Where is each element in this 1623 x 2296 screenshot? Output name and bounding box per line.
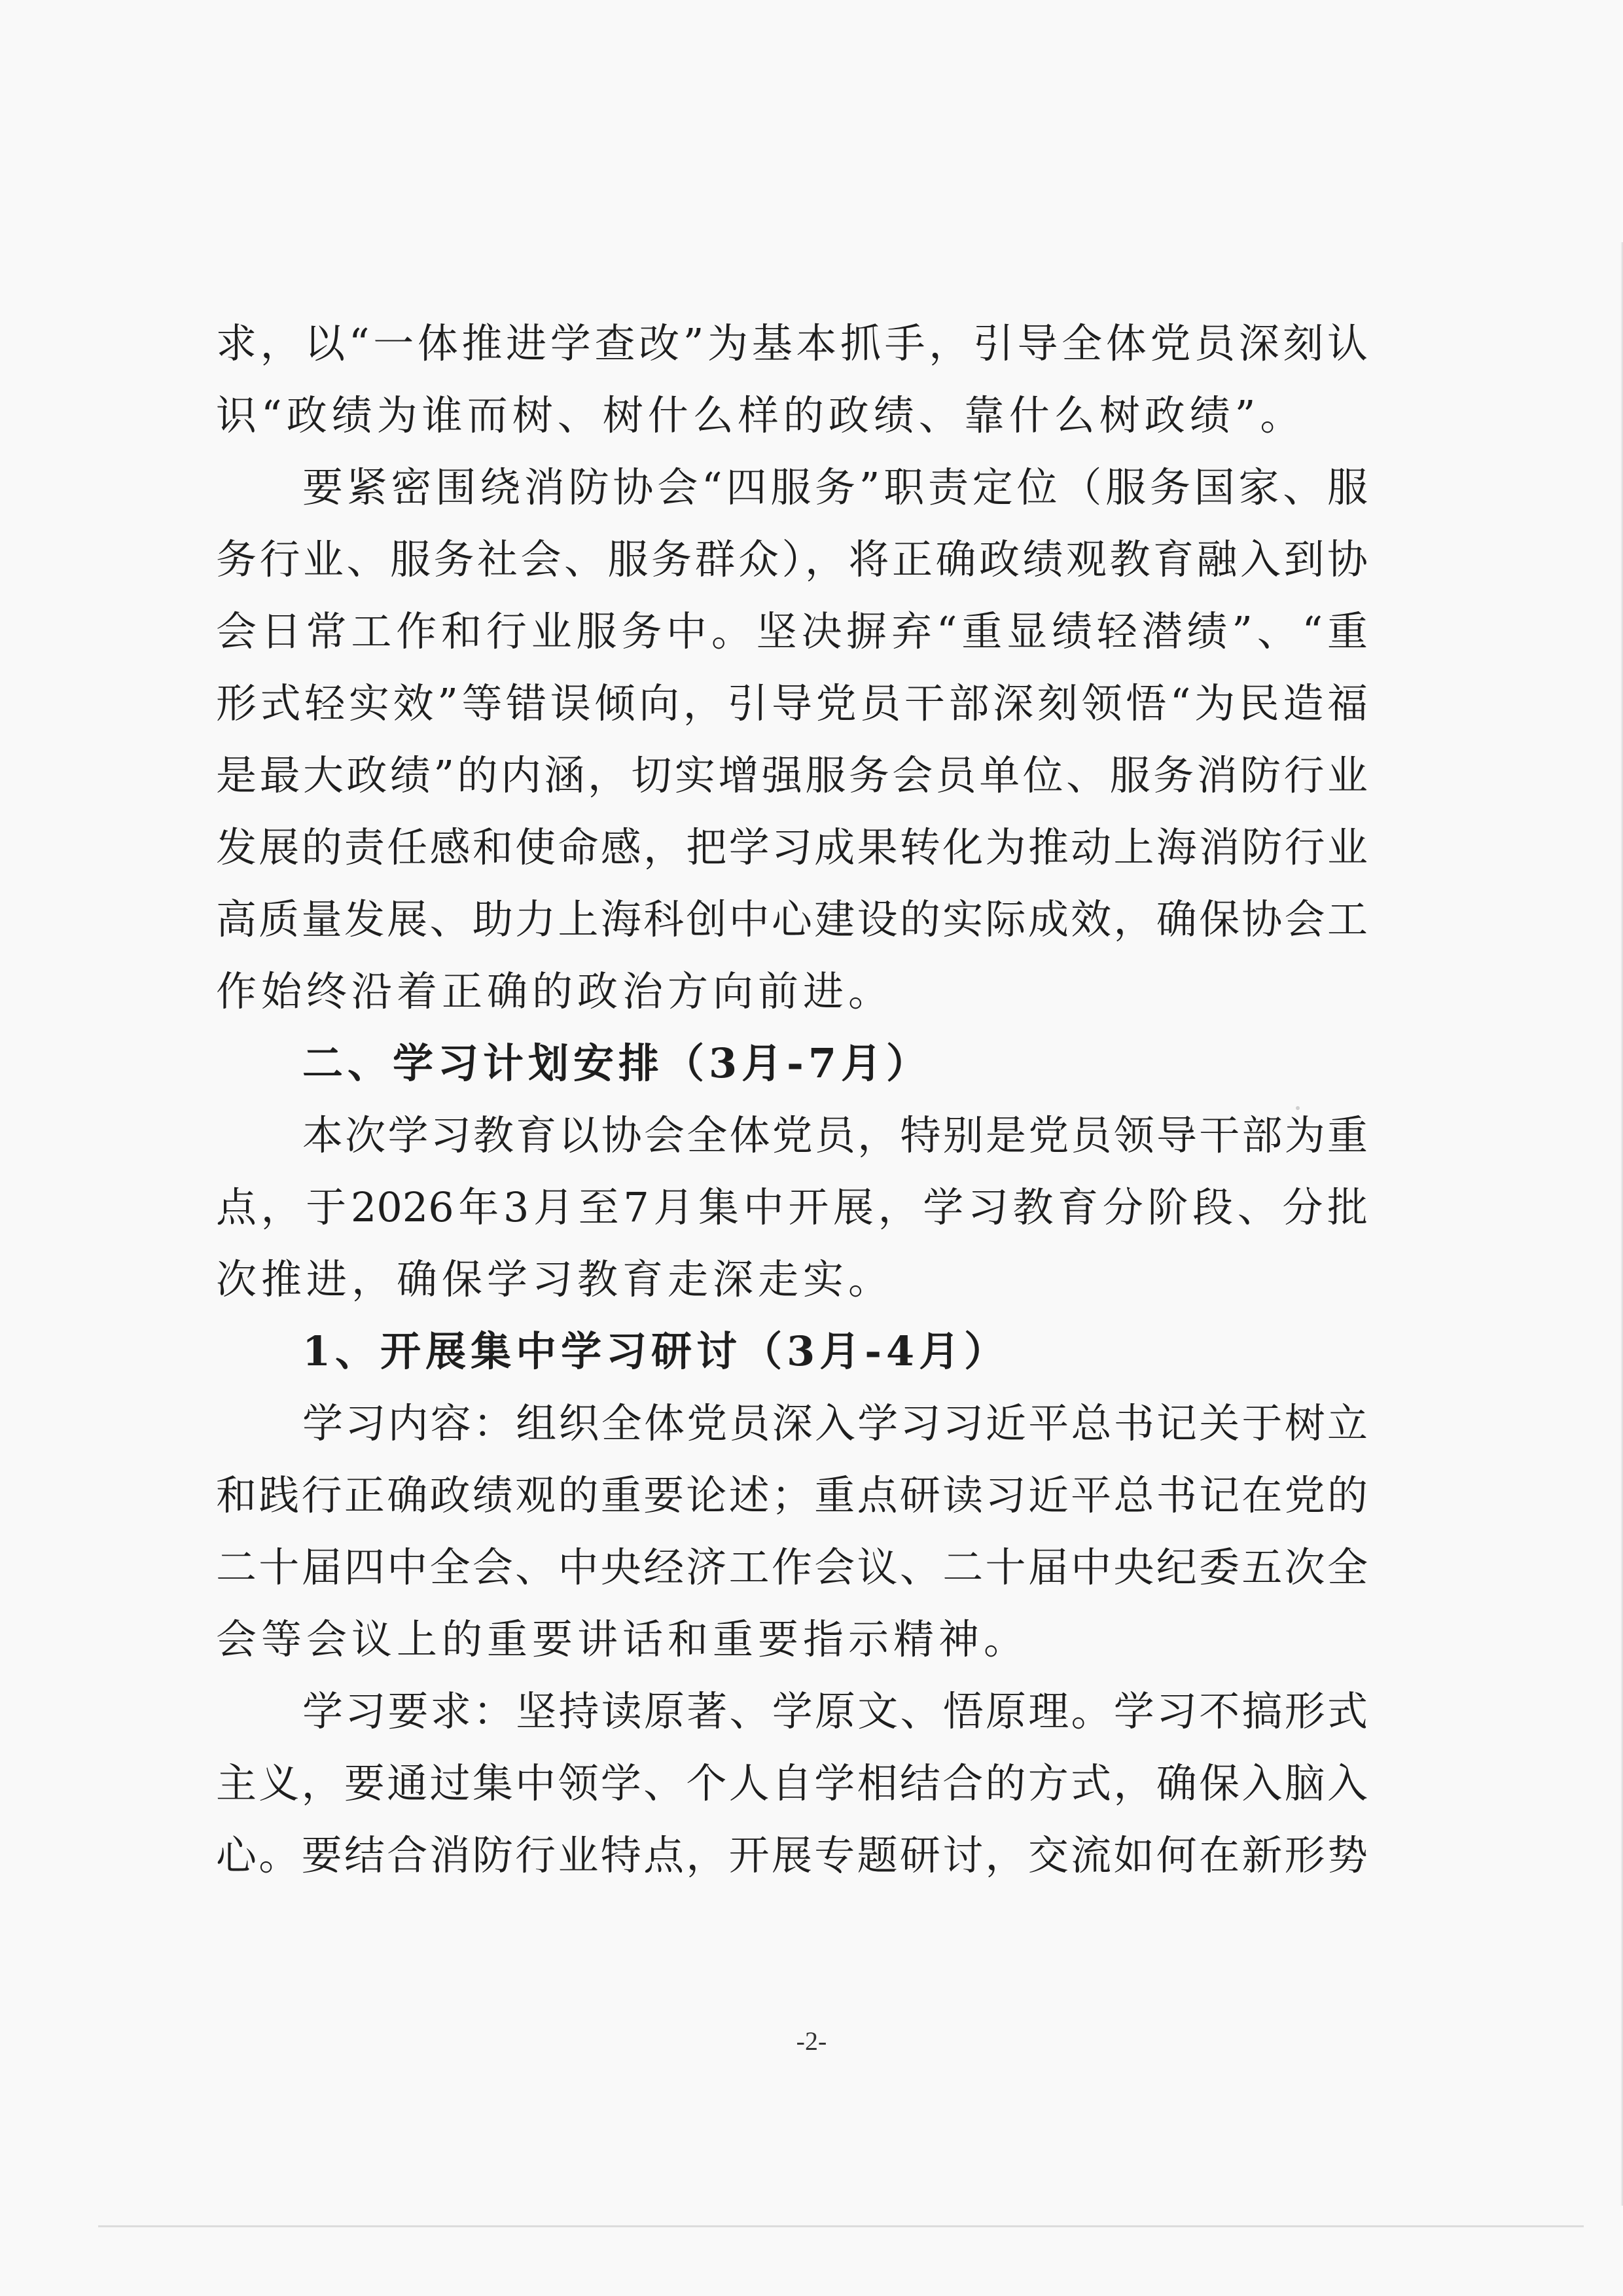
body-line: 形式轻实效”等错误倾向，引导党员干部深刻领悟“为民造福 [216, 679, 1368, 727]
body-line: 二十届四中全会、中央经济工作会议、二十届中央纪委五次全 [216, 1543, 1368, 1591]
body-line: 作始终沿着正确的政治方向前进。 [216, 967, 894, 1015]
body-line: 求，以“一体推进学查改”为基本抓手，引导全体党员深刻认 [216, 319, 1368, 367]
body-line: 务行业、服务社会、服务群众），将正确政绩观教育融入到协 [216, 535, 1368, 583]
paragraph-first-line: 要紧密围绕消防协会“四服务”职责定位（服务国家、服 [302, 463, 1368, 511]
body-line: 和践行正确政绩观的重要论述；重点研读习近平总书记在党的 [216, 1471, 1368, 1519]
paragraph-first-line: 学习内容：组织全体党员深入学习习近平总书记关于树立 [302, 1399, 1368, 1447]
body-line: 点，于2026年3月至7月集中开展，学习教育分阶段、分批 [216, 1183, 1368, 1231]
body-line: 主义，要通过集中领学、个人自学相结合的方式，确保入脑入 [216, 1759, 1368, 1807]
paragraph-first-line: 学习要求：坚持读原著、学原文、悟原理。学习不搞形式 [302, 1687, 1368, 1735]
scan-speck [1296, 1106, 1300, 1110]
body-line: 心。要结合消防行业特点，开展专题研讨，交流如何在新形势 [216, 1831, 1368, 1879]
body-line: 是最大政绩”的内涵，切实增强服务会员单位、服务消防行业 [216, 751, 1368, 799]
scan-edge-line [98, 2225, 1584, 2227]
body-line: 次推进，确保学习教育走深走实。 [216, 1255, 894, 1303]
body-line: 高质量发展、助力上海科创中心建设的实际成效，确保协会工 [216, 895, 1368, 943]
body-line: 发展的责任感和使命感，把学习成果转化为推动上海消防行业 [216, 823, 1368, 871]
page-number: -2- [796, 2026, 827, 2056]
scan-edge-shadow [1620, 242, 1623, 2206]
section-heading: 二、学习计划安排（3月-7月） [302, 1039, 932, 1087]
paragraph-first-line: 本次学习教育以协会全体党员，特别是党员领导干部为重 [302, 1111, 1368, 1159]
body-line: 会等会议上的重要讲话和重要指示精神。 [216, 1615, 1029, 1663]
subsection-heading: 1、开展集中学习研讨（3月-4月） [302, 1327, 1010, 1375]
body-line: 识“政绩为谁而树、树什么样的政绩、靠什么树政绩”。 [216, 391, 1306, 439]
body-line: 会日常工作和行业服务中。坚决摒弃“重显绩轻潜绩”、“重 [216, 607, 1368, 655]
